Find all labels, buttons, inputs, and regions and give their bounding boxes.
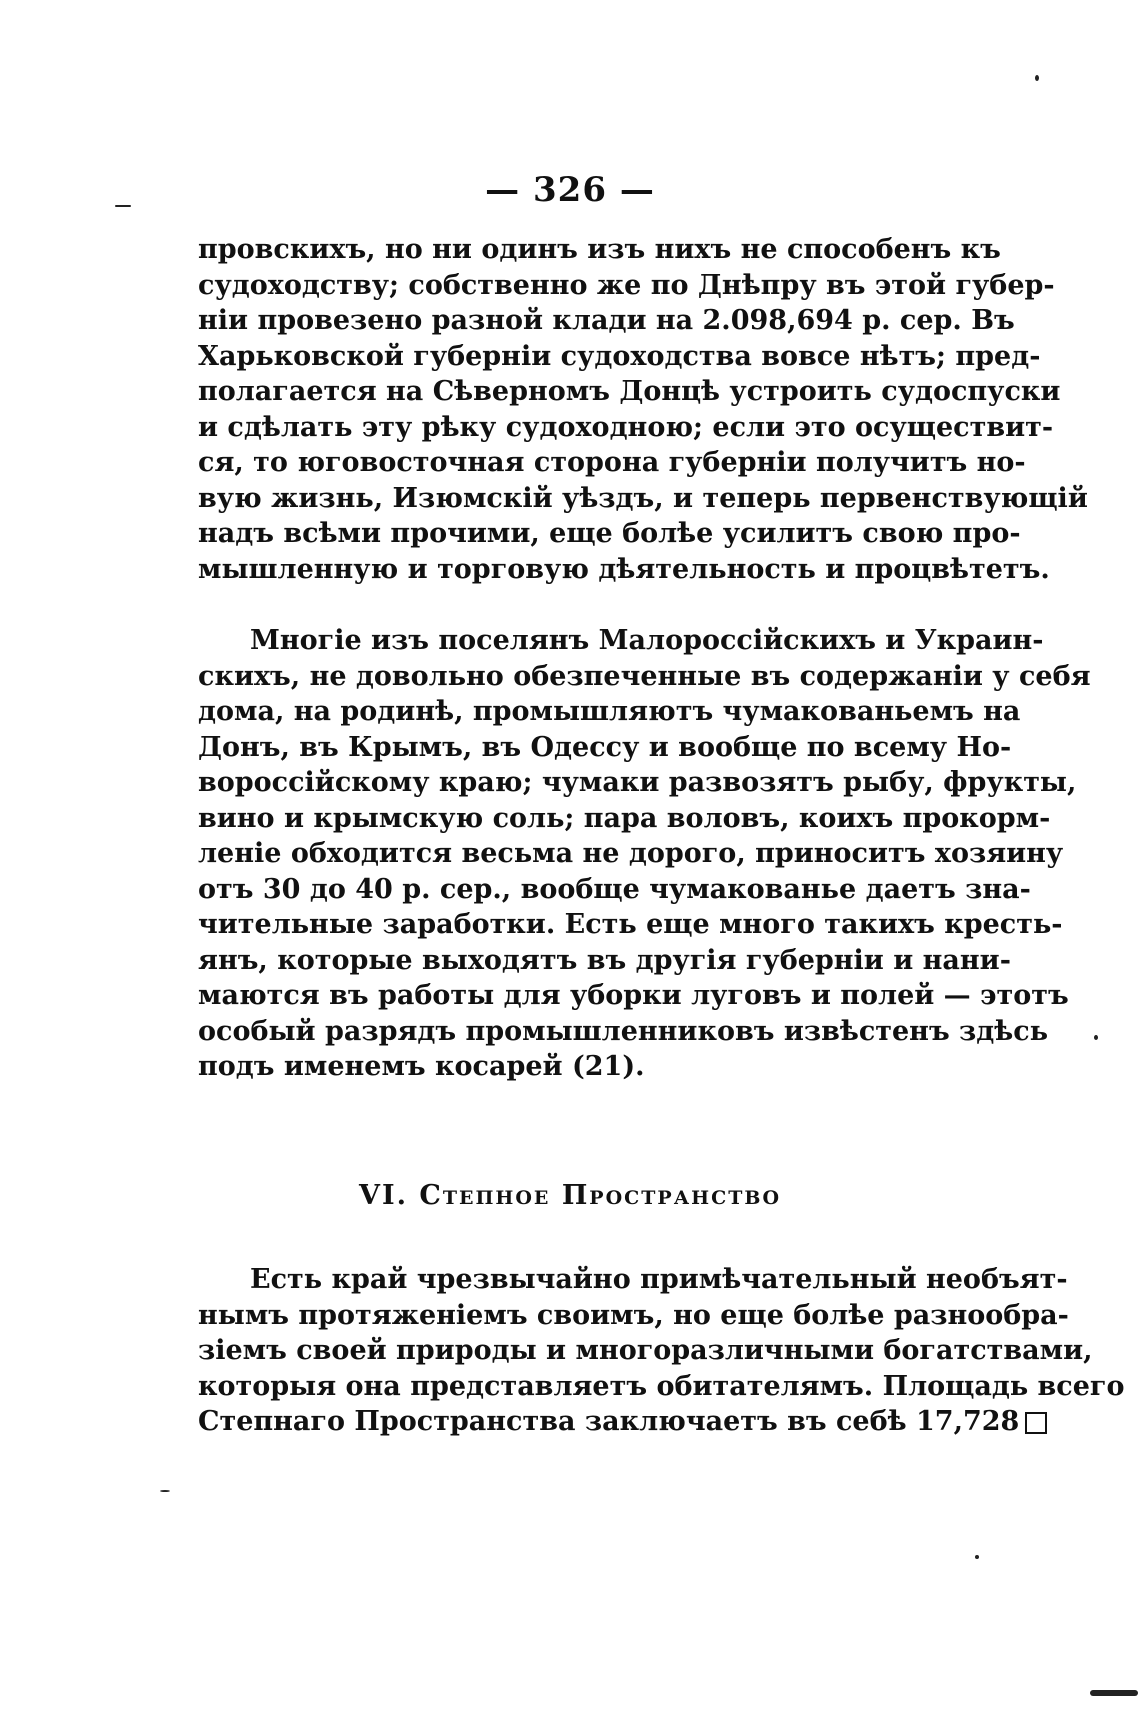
text-line <box>198 1404 1020 1440</box>
text-line: Донъ, въ Крымъ, въ Одессу и вообще по всему Но- <box>198 731 1012 763</box>
text-line: надъ всѣми прочими, еще болѣе усилитъ свою про- <box>198 518 1021 549</box>
scan-speck <box>1090 1690 1138 1696</box>
text-line: вино и крымскую соль; пара воловъ, коихъ прокорм- <box>198 802 1051 834</box>
text-line: полагается на Сѣверномъ Донцѣ устроить судоспуски <box>198 376 1061 407</box>
text-line: и сдѣлать эту рѣку судоходною; если это осуществит- <box>198 411 1054 443</box>
scan-speck <box>1035 75 1039 81</box>
missing-glyph-box <box>1025 1412 1047 1434</box>
paragraph-3 <box>198 1262 1125 1440</box>
text-line: зіемъ своей природы и многоразличными богатствами, <box>198 1335 1093 1366</box>
text-line: подъ именемъ косарей (21). <box>198 1051 645 1082</box>
text-line: судоходству; собственно же по Днѣпру въ этой губер- <box>198 269 1055 301</box>
text-line: леніе обходится весьма не дорого, приноситъ хозяину <box>198 838 1064 869</box>
page-number: — 326 — <box>485 170 655 210</box>
last-line-text: Степнаго Пространства заключаетъ въ себѣ 17,728 <box>198 1406 1020 1437</box>
text-line: скихъ, не довольно обезпеченные въ содержаніи у себя <box>198 660 1091 692</box>
text-line: мышленную и торговую дѣятельность и процвѣтетъ. <box>198 553 1050 585</box>
text-line: маются въ работы для уборки луговъ и полей — этотъ <box>198 980 1069 1011</box>
paragraph-1 <box>198 232 1088 587</box>
text-line: Есть край чрезвычайно примѣчательный необъят- <box>250 1264 1068 1295</box>
text-line: отъ 30 до 40 р. сер., вообще чумакованье даетъ зна- <box>198 873 1031 905</box>
text-line: вую жизнь, Изюмскій уѣздъ, и теперь первенствующій <box>198 482 1088 514</box>
scan-speck <box>1094 1035 1098 1040</box>
text-line: нымъ протяженіемъ своимъ, но еще болѣе разнообра- <box>198 1299 1069 1331</box>
text-line: Харьковской губерніи судоходства вовсе нѣтъ; пред- <box>198 340 1041 372</box>
scan-speck <box>115 205 131 207</box>
text-line: дома, на родинѣ, промышляютъ чумакованьемъ на <box>198 696 1021 727</box>
text-line: ніи провезено разной клади на 2.098,694 р. сер. Въ <box>198 305 1015 336</box>
text-line: особый разрядъ промышленниковъ извѣстенъ здѣсь <box>198 1015 1049 1047</box>
scan-speck <box>975 1555 979 1559</box>
text-line: которыя она представляетъ обитателямъ. Площадь всего <box>198 1370 1125 1402</box>
text-line: Многіе изъ поселянъ Малороссійскихъ и Украин- <box>250 625 1044 656</box>
text-line: провскихъ, но ни одинъ изъ нихъ не способенъ къ <box>198 234 1001 265</box>
text-line: вороссійскому краю; чумаки развозятъ рыбу, фрукты, <box>198 767 1077 798</box>
text-line: чительные заработки. Есть еще много такихъ кресть- <box>198 909 1063 940</box>
paragraph-2 <box>198 623 1091 1085</box>
section-heading: VI. Степное Пространство <box>359 1180 781 1211</box>
scan-speck <box>160 1490 170 1492</box>
text-line: ся, то юговосточная сторона губерніи получитъ но- <box>198 447 1026 478</box>
text-line: янъ, которые выходятъ въ другія губерніи и нани- <box>198 944 1011 976</box>
